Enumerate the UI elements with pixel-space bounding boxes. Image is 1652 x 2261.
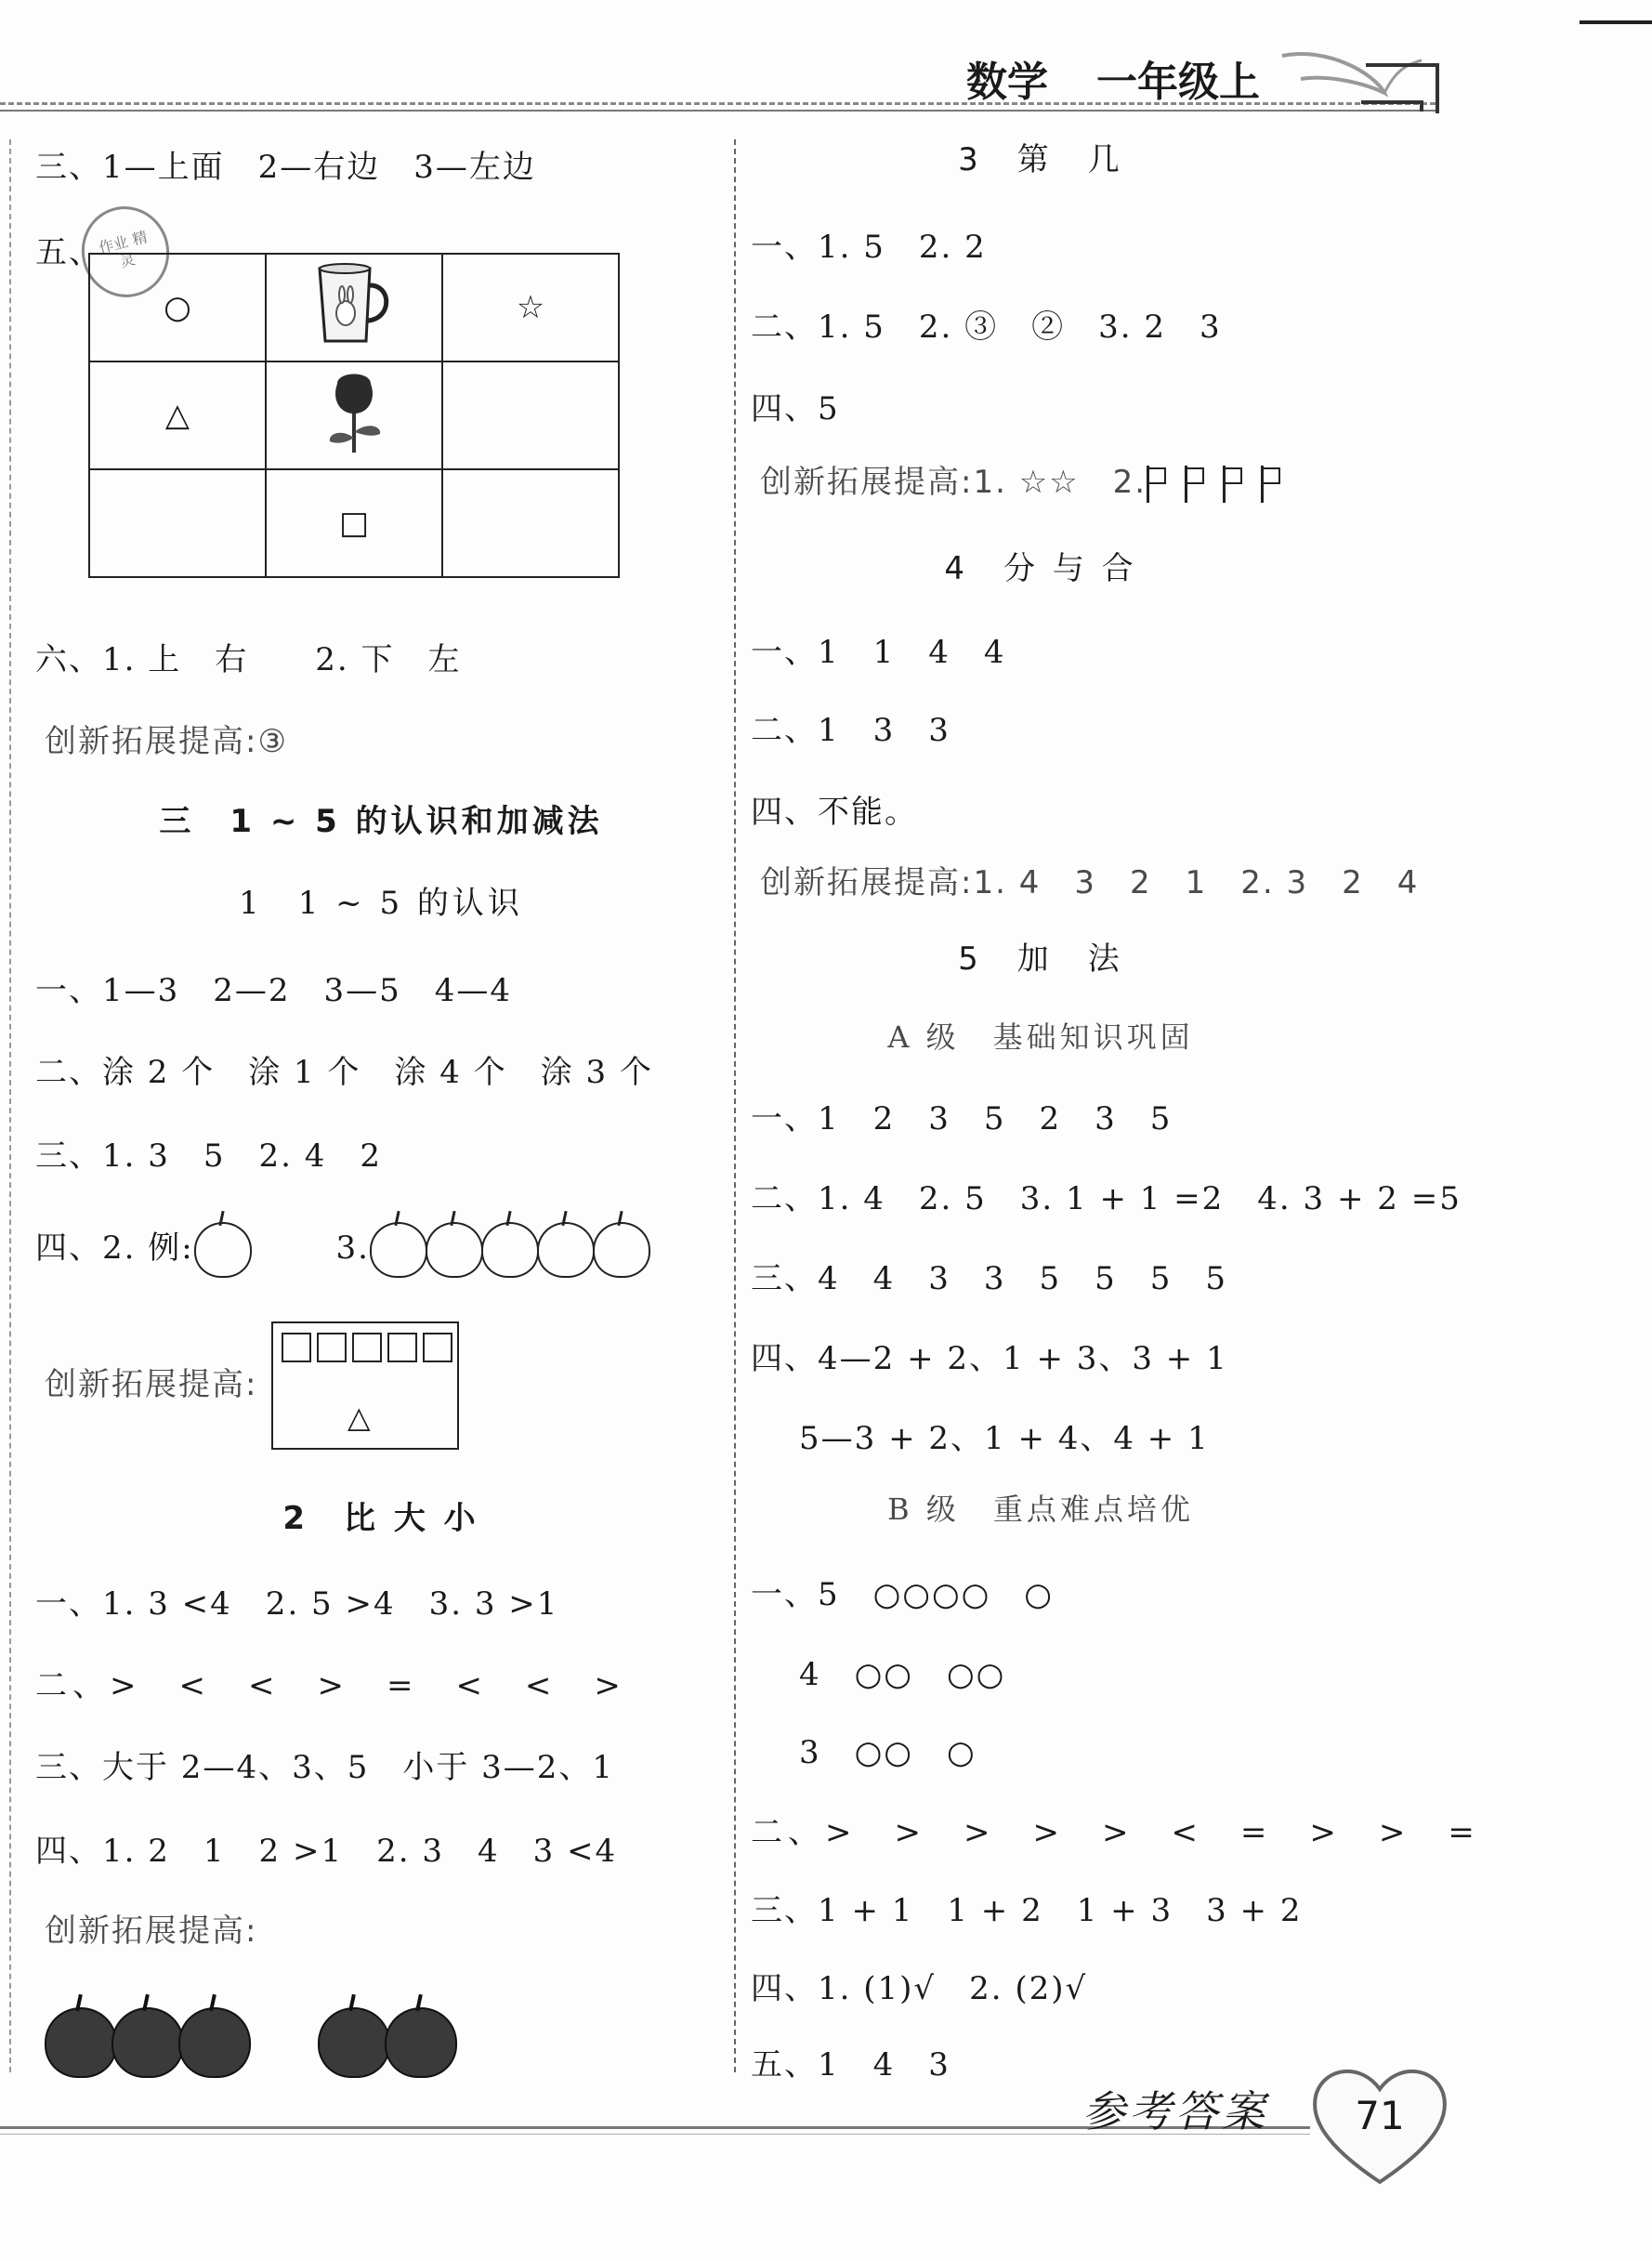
answer-line: 3 ○○ ○ xyxy=(799,1734,977,1771)
apple-icon xyxy=(111,2007,184,2078)
apple-icon xyxy=(593,1222,650,1278)
subsection-title: 2 比 大 小 xyxy=(282,1500,479,1537)
answer-prefix: 五、 xyxy=(35,234,102,271)
grid-cell xyxy=(442,254,619,361)
answer-line: 三、4 4 3 3 5 5 5 5 xyxy=(751,1260,1228,1297)
answer-line: 四、1. 2 1 2 >1 2. 3 4 3 <4 xyxy=(35,1833,618,1870)
answer-line: 一、5 ○○○○ ○ xyxy=(751,1576,1054,1613)
answer-box xyxy=(271,1321,459,1450)
answer-line: 三、1. 3 5 2. 4 2 xyxy=(35,1137,383,1175)
answer-line-apples xyxy=(35,1219,649,1278)
rose-icon xyxy=(317,367,391,456)
grid-cell xyxy=(266,469,442,577)
subsection-title: 3 第 几 xyxy=(958,141,1123,178)
header-subject: 数学 xyxy=(966,59,1048,106)
subsection-title: 5 加 法 xyxy=(958,940,1123,978)
answer-line: 二、> < < > = < < > xyxy=(35,1667,626,1704)
table-row xyxy=(89,469,619,577)
extension-answer: 创新拓展提高:1. ☆☆ 2. xyxy=(760,464,1147,501)
answer-line: 五、1 4 3 xyxy=(751,2046,951,2084)
flag-icon xyxy=(1223,466,1244,503)
answer-line: 二、1 3 3 xyxy=(751,712,951,749)
answer-number: 3. xyxy=(335,1229,370,1267)
square-icon xyxy=(317,1333,347,1362)
grid-cell-cup xyxy=(266,254,442,361)
table-row xyxy=(89,361,619,469)
header-grade: 一年级上 xyxy=(1096,59,1260,106)
stamp-text: 作业 精灵 xyxy=(97,228,150,271)
answer-line: 四、1. (1)√ 2. (2)√ xyxy=(751,1970,1088,2007)
answer-line: 二、> > > > > < = > > = xyxy=(751,1814,1480,1851)
apple-icon xyxy=(194,1222,252,1278)
subsection-title: 1 1 ~ 5 的认识 xyxy=(239,885,523,922)
apple-icon xyxy=(178,2007,251,2078)
answer-line: 六、1. 上 右 2. 下 左 xyxy=(35,641,462,678)
answer-line: 三、1—上面 2—右边 3—左边 xyxy=(35,149,536,186)
position-grid xyxy=(88,253,620,578)
answer-line: 一、1. 3 <4 2. 5 >4 3. 3 >1 xyxy=(35,1585,559,1623)
apple-icon xyxy=(318,2007,390,2078)
square-icon xyxy=(423,1333,452,1362)
square-shape: □ xyxy=(338,505,370,542)
extension-answer: 创新拓展提高:1. 4 3 2 1 2. 3 2 4 xyxy=(760,864,1420,901)
answer-line: 二、涂 2 个 涂 1 个 涂 4 个 涂 3 个 xyxy=(35,1054,653,1091)
grid-cell xyxy=(89,254,266,361)
answer-line: 三、大于 2—4、3、5 小于 3—2、1 xyxy=(35,1749,615,1786)
answer-line: 二、1. 5 2. ③ ② 3. 2 3 xyxy=(751,309,1222,346)
apple-icon xyxy=(385,2007,457,2078)
grid-cell xyxy=(442,361,619,469)
circle-shape: ○ xyxy=(164,289,191,326)
answer-line: 四、4—2 + 2、1 + 3、3 + 1 xyxy=(751,1340,1228,1377)
answer-line: 一、1—3 2—2 3—5 4—4 xyxy=(35,972,513,1009)
answer-line: 三、1 + 1 1 + 2 1 + 3 3 + 2 xyxy=(751,1892,1303,1929)
flag-icon xyxy=(1185,466,1206,503)
star-shape: ☆ xyxy=(516,289,545,326)
grid-cell xyxy=(89,361,266,469)
apple-icon xyxy=(537,1222,595,1278)
answer-line: 四、5 xyxy=(751,390,840,427)
level-title: A 级 基础知识巩固 xyxy=(887,1019,1194,1055)
square-icon xyxy=(282,1333,311,1362)
section-title: 三 1 ~ 5 的认识和加减法 xyxy=(159,803,603,840)
header-corner xyxy=(1366,63,1439,113)
answer-line: 一、1. 5 2. 2 xyxy=(751,229,987,266)
square-icon xyxy=(352,1333,382,1362)
header-solid-rule xyxy=(0,110,1436,112)
answer-line: 一、1 1 4 4 xyxy=(751,634,1006,671)
footer-label: 参考答案 xyxy=(1082,2086,1268,2136)
answer-line: 5—3 + 2、1 + 4、4 + 1 xyxy=(799,1420,1210,1457)
extension-answer: 创新拓展提高: xyxy=(45,1913,258,1950)
extension-answer-flags xyxy=(760,459,1299,506)
answer-line: 4 ○○ ○○ xyxy=(799,1656,1006,1693)
grid-cell-flower xyxy=(266,361,442,469)
header-bar xyxy=(0,0,1652,121)
answer-line: 二、1. 4 2. 5 3. 1 + 1 =2 4. 3 + 2 =5 xyxy=(751,1180,1462,1217)
grid-cell xyxy=(442,469,619,577)
page-number: 71 xyxy=(1355,2093,1405,2138)
apple-icon xyxy=(45,2007,117,2078)
apple-icon xyxy=(426,1222,483,1278)
apple-icon xyxy=(481,1222,539,1278)
table-row xyxy=(89,254,619,361)
black-apples-row xyxy=(45,2007,452,2082)
answer-prefix: 四、2. 例: xyxy=(35,1229,194,1267)
extension-answer: 创新拓展提高: xyxy=(45,1366,258,1403)
square-icon xyxy=(387,1333,417,1362)
flag-icon xyxy=(1147,466,1168,503)
left-margin-rule xyxy=(9,139,11,2072)
box-triangle: △ xyxy=(347,1400,371,1435)
answer-line: 一、1 2 3 5 2 3 5 xyxy=(751,1100,1173,1137)
extension-answer: 创新拓展提高:③ xyxy=(45,723,288,760)
subsection-title: 4 分 与 合 xyxy=(944,550,1137,587)
header-top-mark xyxy=(1580,20,1652,24)
apple-icon xyxy=(370,1222,427,1278)
level-title: B 级 重点难点培优 xyxy=(887,1492,1194,1527)
flag-icon xyxy=(1261,466,1282,503)
answer-line: 四、不能。 xyxy=(751,794,918,831)
column-divider xyxy=(734,139,736,2072)
triangle-shape: △ xyxy=(164,397,190,434)
squares-row xyxy=(279,1333,455,1366)
rabbit-cup-icon xyxy=(312,259,396,348)
grid-cell xyxy=(89,469,266,577)
